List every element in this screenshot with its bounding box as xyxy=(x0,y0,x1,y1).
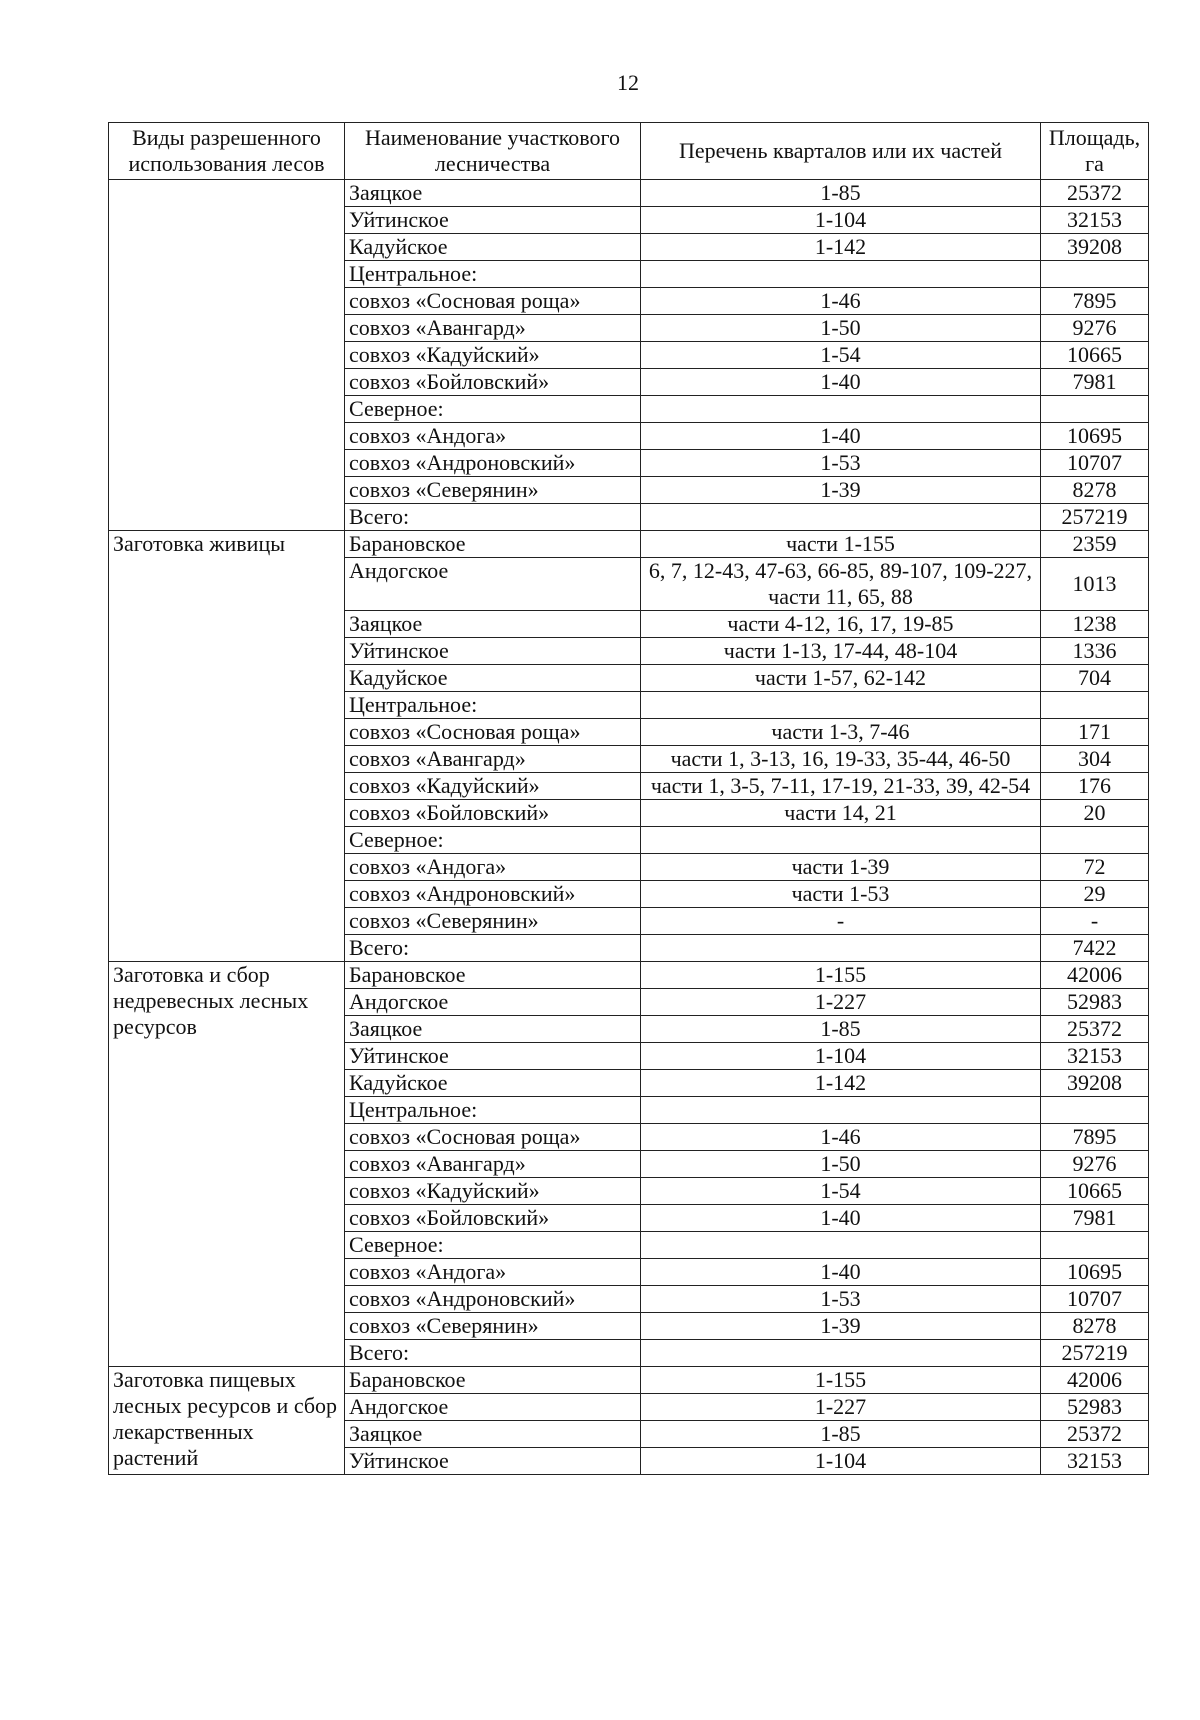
forestry-name-cell: Барановское xyxy=(345,531,641,558)
area-cell: 7895 xyxy=(1041,288,1149,315)
page-number: 12 xyxy=(617,70,639,95)
forestry-name-cell: совхоз «Андога» xyxy=(345,1259,641,1286)
area-cell: 52983 xyxy=(1041,989,1149,1016)
quarters-cell: 1-40 xyxy=(641,1205,1041,1232)
quarters-cell: 1-50 xyxy=(641,315,1041,342)
forestry-name-cell: Андогское xyxy=(345,989,641,1016)
forestry-name-cell: Заяцкое xyxy=(345,1421,641,1448)
area-cell: 10695 xyxy=(1041,423,1149,450)
forestry-name-cell: совхоз «Андроновский» xyxy=(345,1286,641,1313)
quarters-cell: 1-85 xyxy=(641,1421,1041,1448)
quarters-cell xyxy=(641,261,1041,288)
area-cell: 171 xyxy=(1041,719,1149,746)
quarters-cell: 6, 7, 12-43, 47-63, 66-85, 89-107, 109-227, части 11, 65, 88 xyxy=(641,558,1041,611)
forestry-name-cell: Заяцкое xyxy=(345,180,641,207)
area-cell: 10707 xyxy=(1041,1286,1149,1313)
forestry-name-cell: Барановское xyxy=(345,962,641,989)
usage-type-cell: Заготовка живицы xyxy=(109,531,345,962)
area-cell: 257219 xyxy=(1041,504,1149,531)
quarters-cell: 1-85 xyxy=(641,1016,1041,1043)
area-cell: 52983 xyxy=(1041,1394,1149,1421)
quarters-cell xyxy=(641,1232,1041,1259)
quarters-cell: части 1-3, 7-46 xyxy=(641,719,1041,746)
quarters-cell: 1-85 xyxy=(641,180,1041,207)
area-cell: 7981 xyxy=(1041,369,1149,396)
forestry-name-cell: Андогское xyxy=(345,558,641,611)
quarters-cell: 1-46 xyxy=(641,1124,1041,1151)
forestry-name-cell: Андогское xyxy=(345,1394,641,1421)
area-cell: 176 xyxy=(1041,773,1149,800)
header-usage: Виды разрешенного использования лесов xyxy=(109,123,345,180)
quarters-cell: 1-39 xyxy=(641,477,1041,504)
area-cell xyxy=(1041,1232,1149,1259)
forestry-name-cell: совхоз «Андога» xyxy=(345,423,641,450)
quarters-cell: 1-155 xyxy=(641,1367,1041,1394)
area-cell: 7981 xyxy=(1041,1205,1149,1232)
quarters-cell: 1-54 xyxy=(641,342,1041,369)
forestry-name-cell: совхоз «Андога» xyxy=(345,854,641,881)
forestry-name-cell: совхоз «Андроновский» xyxy=(345,450,641,477)
area-cell: 1336 xyxy=(1041,638,1149,665)
forestry-name-cell: совхоз «Бойловский» xyxy=(345,1205,641,1232)
forestry-name-cell: Центральное: xyxy=(345,1097,641,1124)
area-cell: 1013 xyxy=(1041,558,1149,611)
area-cell: 10665 xyxy=(1041,1178,1149,1205)
table-row xyxy=(109,962,1149,989)
area-cell: 42006 xyxy=(1041,1367,1149,1394)
quarters-cell: 1-227 xyxy=(641,1394,1041,1421)
forestry-name-cell: совхоз «Сосновая роща» xyxy=(345,288,641,315)
forestry-name-cell: совхоз «Северянин» xyxy=(345,477,641,504)
forestry-name-cell: Уйтинское xyxy=(345,638,641,665)
area-cell: 9276 xyxy=(1041,315,1149,342)
area-cell: 29 xyxy=(1041,881,1149,908)
header-quarters: Перечень кварталов или их частей xyxy=(641,123,1041,180)
quarters-cell xyxy=(641,1340,1041,1367)
forestry-name-cell: совхоз «Авангард» xyxy=(345,1151,641,1178)
quarters-cell: 1-104 xyxy=(641,1448,1041,1475)
area-cell: 7422 xyxy=(1041,935,1149,962)
area-cell: 8278 xyxy=(1041,1313,1149,1340)
area-cell: 25372 xyxy=(1041,1421,1149,1448)
quarters-cell: 1-40 xyxy=(641,423,1041,450)
forestry-name-cell: Всего: xyxy=(345,1340,641,1367)
quarters-cell: 1-40 xyxy=(641,1259,1041,1286)
quarters-cell xyxy=(641,827,1041,854)
forestry-name-cell: Кадуйское xyxy=(345,234,641,261)
table-body xyxy=(109,180,1149,1475)
forestry-name-cell: Северное: xyxy=(345,827,641,854)
area-cell xyxy=(1041,1097,1149,1124)
quarters-cell xyxy=(641,1097,1041,1124)
quarters-cell: 1-53 xyxy=(641,1286,1041,1313)
quarters-cell: 1-104 xyxy=(641,1043,1041,1070)
area-cell: 39208 xyxy=(1041,1070,1149,1097)
forestry-name-cell: совхоз «Авангард» xyxy=(345,746,641,773)
quarters-cell: части 1-13, 17-44, 48-104 xyxy=(641,638,1041,665)
table-row xyxy=(109,1367,1149,1394)
forestry-name-cell: Всего: xyxy=(345,935,641,962)
area-cell: 1238 xyxy=(1041,611,1149,638)
forestry-name-cell: совхоз «Сосновая роща» xyxy=(345,1124,641,1151)
forestry-name-cell: совхоз «Авангард» xyxy=(345,315,641,342)
area-cell: 32153 xyxy=(1041,1043,1149,1070)
forestry-name-cell: Уйтинское xyxy=(345,1448,641,1475)
quarters-cell: 1-142 xyxy=(641,1070,1041,1097)
forestry-name-cell: совхоз «Кадуйский» xyxy=(345,773,641,800)
forestry-name-cell: Кадуйское xyxy=(345,1070,641,1097)
area-cell: 72 xyxy=(1041,854,1149,881)
table-row xyxy=(109,180,1149,207)
area-cell: 10707 xyxy=(1041,450,1149,477)
forestry-name-cell: Центральное: xyxy=(345,692,641,719)
quarters-cell: 1-155 xyxy=(641,962,1041,989)
forestry-name-cell: Уйтинское xyxy=(345,1043,641,1070)
area-cell: 10695 xyxy=(1041,1259,1149,1286)
area-cell xyxy=(1041,692,1149,719)
forestry-name-cell: Всего: xyxy=(345,504,641,531)
forestry-name-cell: совхоз «Бойловский» xyxy=(345,800,641,827)
forestry-name-cell: Северное: xyxy=(345,396,641,423)
quarters-cell xyxy=(641,504,1041,531)
area-cell: 2359 xyxy=(1041,531,1149,558)
area-cell: 9276 xyxy=(1041,1151,1149,1178)
forestry-name-cell: совхоз «Бойловский» xyxy=(345,369,641,396)
forestry-name-cell: Северное: xyxy=(345,1232,641,1259)
quarters-cell: 1-53 xyxy=(641,450,1041,477)
quarters-cell: части 1, 3-5, 7-11, 17-19, 21-33, 39, 42-54 xyxy=(641,773,1041,800)
area-cell: 8278 xyxy=(1041,477,1149,504)
quarters-cell: 1-40 xyxy=(641,369,1041,396)
forest-use-table xyxy=(108,122,1149,1475)
forestry-name-cell: Заяцкое xyxy=(345,1016,641,1043)
quarters-cell xyxy=(641,935,1041,962)
quarters-cell: части 1-57, 62-142 xyxy=(641,665,1041,692)
quarters-cell: 1-46 xyxy=(641,288,1041,315)
forestry-name-cell: Уйтинское xyxy=(345,207,641,234)
header-forestry: Наименование участкового лесничества xyxy=(345,123,641,180)
forestry-name-cell: совхоз «Северянин» xyxy=(345,1313,641,1340)
usage-type-cell: Заготовка и сбор недревесных лесных ресурсов xyxy=(109,962,345,1367)
header-area: Площадь, га xyxy=(1041,123,1149,180)
quarters-cell: 1-39 xyxy=(641,1313,1041,1340)
quarters-cell: 1-54 xyxy=(641,1178,1041,1205)
area-cell: 25372 xyxy=(1041,180,1149,207)
quarters-cell xyxy=(641,692,1041,719)
forestry-name-cell: Заяцкое xyxy=(345,611,641,638)
quarters-cell: части 1-39 xyxy=(641,854,1041,881)
quarters-cell: - xyxy=(641,908,1041,935)
area-cell xyxy=(1041,396,1149,423)
area-cell: 257219 xyxy=(1041,1340,1149,1367)
quarters-cell: 1-104 xyxy=(641,207,1041,234)
usage-type-cell: Заготовка пищевых лесных ресурсов и сбор лекарственных растений xyxy=(109,1367,345,1475)
table-row xyxy=(109,531,1149,558)
quarters-cell: части 1-155 xyxy=(641,531,1041,558)
area-cell: 304 xyxy=(1041,746,1149,773)
quarters-cell: части 1, 3-13, 16, 19-33, 35-44, 46-50 xyxy=(641,746,1041,773)
area-cell: 39208 xyxy=(1041,234,1149,261)
area-cell: 32153 xyxy=(1041,1448,1149,1475)
area-cell: 704 xyxy=(1041,665,1149,692)
area-cell: 10665 xyxy=(1041,342,1149,369)
area-cell: 42006 xyxy=(1041,962,1149,989)
forestry-name-cell: совхоз «Сосновая роща» xyxy=(345,719,641,746)
area-cell xyxy=(1041,261,1149,288)
forestry-name-cell: Центральное: xyxy=(345,261,641,288)
area-cell: 20 xyxy=(1041,800,1149,827)
quarters-cell: части 1-53 xyxy=(641,881,1041,908)
quarters-cell xyxy=(641,396,1041,423)
table-header-row xyxy=(109,123,1149,180)
area-cell xyxy=(1041,827,1149,854)
forestry-name-cell: совхоз «Кадуйский» xyxy=(345,1178,641,1205)
forestry-name-cell: Кадуйское xyxy=(345,665,641,692)
forestry-name-cell: Барановское xyxy=(345,1367,641,1394)
quarters-cell: 1-50 xyxy=(641,1151,1041,1178)
forestry-name-cell: совхоз «Кадуйский» xyxy=(345,342,641,369)
forestry-name-cell: совхоз «Северянин» xyxy=(345,908,641,935)
area-cell: 7895 xyxy=(1041,1124,1149,1151)
area-cell: 32153 xyxy=(1041,207,1149,234)
quarters-cell: 1-142 xyxy=(641,234,1041,261)
quarters-cell: 1-227 xyxy=(641,989,1041,1016)
area-cell: 25372 xyxy=(1041,1016,1149,1043)
quarters-cell: части 4-12, 16, 17, 19-85 xyxy=(641,611,1041,638)
usage-type-cell xyxy=(109,180,345,531)
forestry-name-cell: совхоз «Андроновский» xyxy=(345,881,641,908)
quarters-cell: части 14, 21 xyxy=(641,800,1041,827)
area-cell: - xyxy=(1041,908,1149,935)
